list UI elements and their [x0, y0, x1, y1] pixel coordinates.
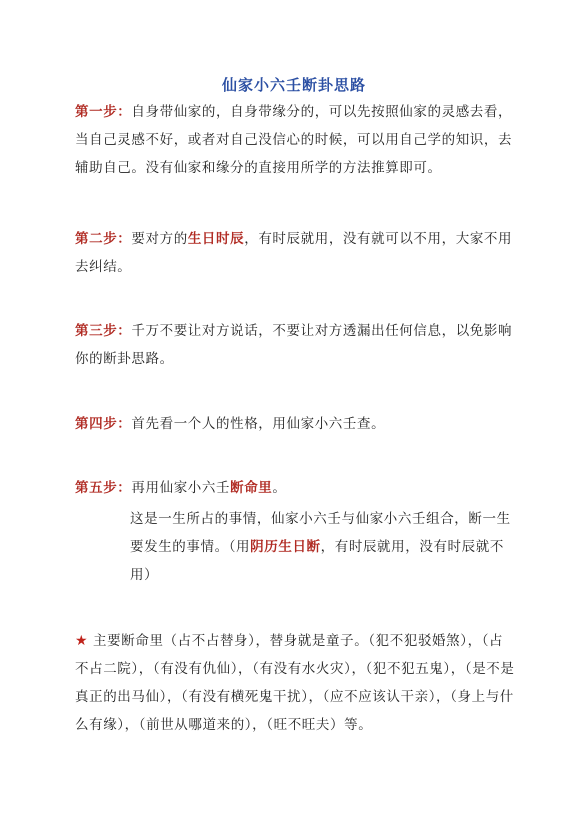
step-1-label: 第一步：: [75, 104, 132, 120]
step-2-text-before: 要对方的: [131, 231, 188, 247]
step-5-paragraph: [75, 474, 515, 502]
step-1-text: 自身带仙家的，自身带缘分的，可以先按照仙家的灵感去看，当自己灵感不好，或者对自己没信心的时候，可以用自己学的知识，去辅助自己。没有仙家和缘分的直接用所学的方法推算即可。: [75, 104, 513, 176]
step-5-detail-before: 这是一生所占的事情，仙家小六壬与仙家小六壬组合，断一生要发生的事情。（用: [130, 511, 511, 555]
step-2-highlight: 生日时辰: [187, 231, 245, 247]
step-4-text: 首先看一个人的性格，用仙家小六壬查。: [131, 416, 386, 432]
step-5-label: 第五步：: [75, 480, 132, 496]
step-5-detail-highlight: 阴历生日断: [250, 539, 321, 555]
step-5-detail-after: ，有时辰就用，没有时辰就不用）: [130, 539, 504, 583]
star-icon: ★: [75, 633, 89, 649]
step-5-detail: [130, 505, 515, 589]
step-1-paragraph: [75, 98, 515, 182]
step-3-paragraph: [75, 317, 515, 373]
note-text: 主要断命里（占不占替身），替身就是童子。（犯不犯驳婚煞），（占不占二院），（有没有仇仙），（有没有水火灾），（犯不犯五鬼），（是不是真正的出马仙），（有没有横死鬼干扰），（应不应该认干亲），（身上与什么有缘），（前世从哪道来的），（旺不旺夫）等。: [75, 633, 515, 733]
step-4-paragraph: [75, 410, 515, 438]
step-2-label: 第二步：: [75, 231, 132, 247]
step-3-label: 第三步：: [75, 323, 132, 339]
step-5-text-after: 。: [272, 480, 287, 496]
step-2-text-after: ，有时辰就用，没有就可以不用，大家不用去纠结。: [75, 231, 513, 275]
step-5-highlight: 断命里: [230, 480, 273, 496]
step-3-text: 千万不要让对方说话，不要让对方透漏出任何信息，以免影响你的断卦思路。: [75, 323, 513, 367]
step-4-label: 第四步：: [75, 416, 132, 432]
step-2-paragraph: [75, 225, 515, 281]
document-title: 仙家小六壬断卦思路: [221, 76, 366, 94]
step-5-text-before: 再用仙家小六壬: [131, 480, 231, 496]
note-paragraph: [75, 627, 515, 739]
